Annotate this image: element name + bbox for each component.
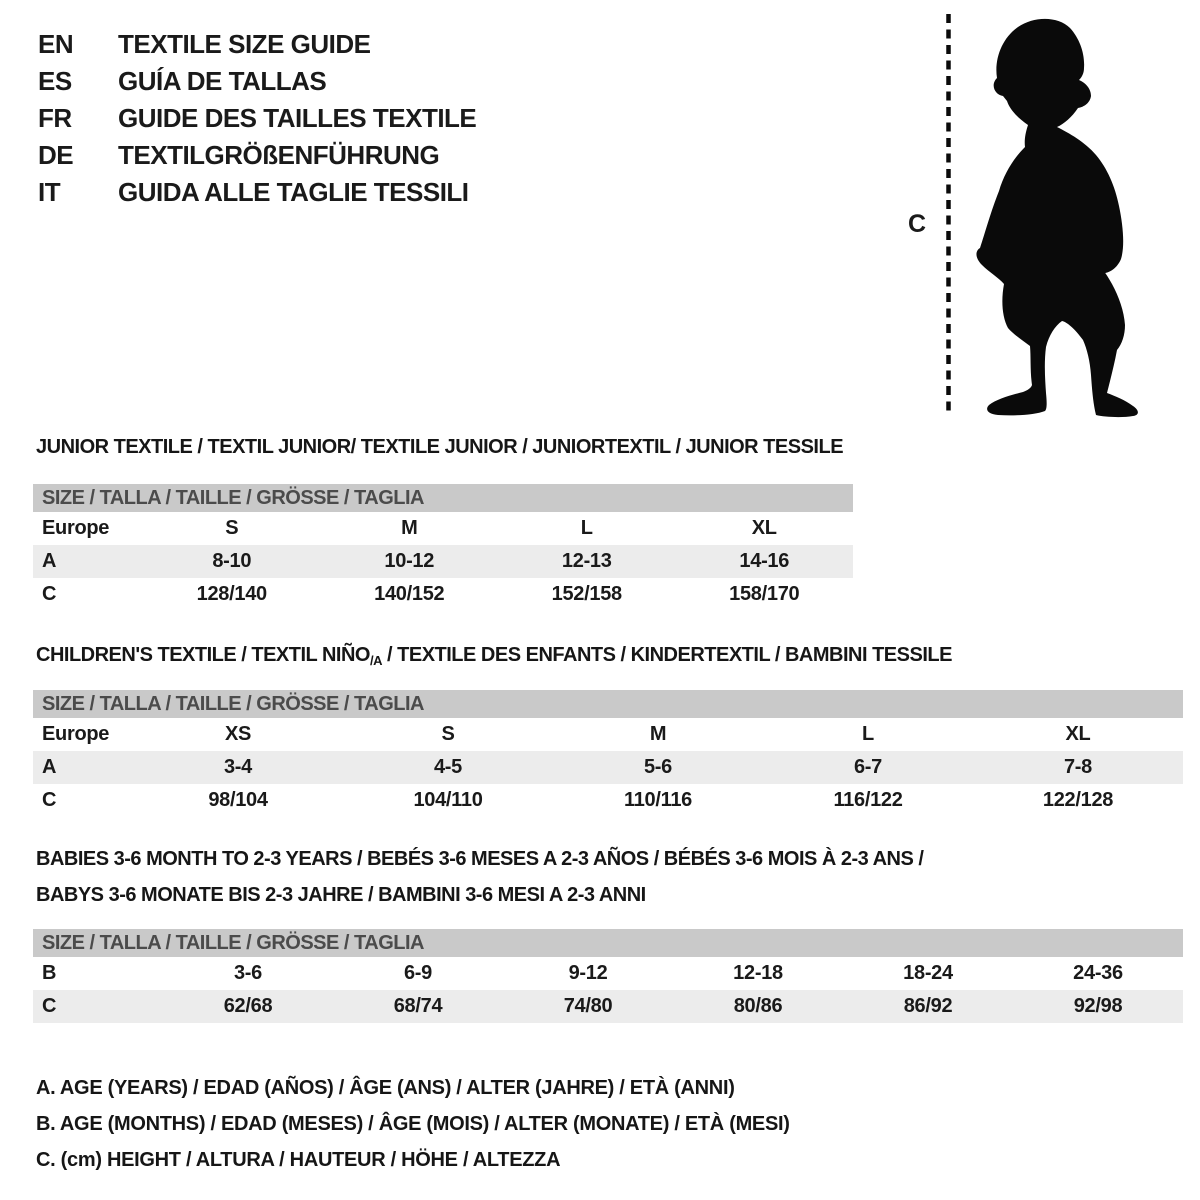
language-row xyxy=(38,26,476,63)
table-row-height xyxy=(33,578,853,611)
language-code: EN xyxy=(38,29,74,59)
language-code: DE xyxy=(38,140,74,170)
age-cell: 3-4 xyxy=(223,756,252,778)
size-cell: M xyxy=(649,723,667,745)
junior-section-heading: JUNIOR TEXTILE / TEXTIL JUNIOR/ TEXTILE JUNIOR / JUNIORTEXTIL / JUNIOR TESSILE xyxy=(36,436,844,458)
size-cell: XS xyxy=(224,723,252,745)
language-code: FR xyxy=(38,103,72,133)
row-label: C xyxy=(42,583,57,605)
babies-section-heading-line1: BABIES 3-6 MONTH TO 2-3 YEARS / BEBÉS 3-6 MESES A 2-3 AÑOS / BÉBÉS 3-6 MOIS À 2-3 ANS / xyxy=(36,848,924,870)
size-cell: M xyxy=(401,517,418,539)
table-row-age xyxy=(33,545,853,578)
language-title: TEXTILE SIZE GUIDE xyxy=(118,29,371,59)
age-cell: 12-18 xyxy=(733,962,783,984)
table-row-height xyxy=(33,990,1183,1023)
age-cell: 8-10 xyxy=(212,550,252,572)
babies-size-table xyxy=(33,929,1183,1023)
height-cell: 116/122 xyxy=(833,789,903,811)
toddler-silhouette-icon xyxy=(958,12,1150,422)
size-cell: XL xyxy=(751,517,777,539)
height-cell: 92/98 xyxy=(1073,995,1123,1017)
age-cell: 3-6 xyxy=(233,962,262,984)
measure-legend xyxy=(36,1070,790,1178)
legend-line-b: B. AGE (MONTHS) / EDAD (MESES) / ÂGE (MOIS) / ALTER (MONATE) / ETÀ (MESI) xyxy=(36,1113,790,1135)
age-cell: 14-16 xyxy=(739,550,790,572)
size-cell: L xyxy=(862,723,874,745)
children-heading-text: CHILDREN'S TEXTILE / TEXTIL NIÑO xyxy=(36,644,370,666)
height-cell: 152/158 xyxy=(551,583,622,605)
height-cell: 62/68 xyxy=(223,995,273,1017)
row-label: Europe xyxy=(42,517,110,539)
size-header-bar: SIZE / TALLA / TAILLE / GRÖSSE / TAGLIA xyxy=(33,929,1183,957)
height-cell: 80/86 xyxy=(733,995,783,1017)
junior-size-table xyxy=(33,484,853,611)
age-cell: 5-6 xyxy=(643,756,672,778)
row-label: B xyxy=(42,962,57,984)
row-label: Europe xyxy=(42,723,110,745)
row-label: A xyxy=(42,756,57,778)
row-label: C xyxy=(42,995,57,1017)
language-row xyxy=(38,174,476,211)
size-cell: L xyxy=(580,517,593,539)
height-cell: 110/116 xyxy=(624,789,692,811)
children-section-heading xyxy=(36,644,952,668)
age-cell: 7-8 xyxy=(1063,756,1092,778)
height-cell: 158/170 xyxy=(729,583,800,605)
language-title: GUÍA DE TALLAS xyxy=(118,66,327,96)
height-measure-dashed-line xyxy=(944,14,953,416)
children-heading-subscript: /A xyxy=(369,653,382,668)
table-row-age xyxy=(33,751,1183,784)
language-code: ES xyxy=(38,66,72,96)
age-cell: 6-7 xyxy=(853,756,882,778)
age-cell: 12-13 xyxy=(561,550,612,572)
size-cell: S xyxy=(441,723,455,745)
language-row xyxy=(38,63,476,100)
size-cell: XL xyxy=(1065,723,1091,745)
size-cell: S xyxy=(225,517,239,539)
legend-line-a: A. AGE (YEARS) / EDAD (AÑOS) / ÂGE (ANS) / ALTER (JAHRE) / ETÀ (ANNI) xyxy=(36,1077,735,1099)
height-cell: 86/92 xyxy=(903,995,953,1017)
table-row-europe xyxy=(33,718,1183,751)
row-label: C xyxy=(42,789,57,811)
height-measure-figure xyxy=(900,0,1200,430)
language-title-list xyxy=(38,26,476,211)
height-cell: 140/152 xyxy=(374,583,445,605)
age-cell: 24-36 xyxy=(1073,962,1123,984)
table-row-age-months xyxy=(33,957,1183,990)
age-cell: 18-24 xyxy=(903,962,953,984)
age-cell: 4-5 xyxy=(433,756,462,778)
height-cell: 98/104 xyxy=(208,789,268,811)
legend-line-c: C. (cm) HEIGHT / ALTURA / HAUTEUR / HÖHE / ALTEZZA xyxy=(36,1149,561,1171)
table-row-europe xyxy=(33,512,853,545)
age-cell: 9-12 xyxy=(568,962,608,984)
language-title: GUIDA ALLE TAGLIE TESSILI xyxy=(118,177,469,207)
row-label: A xyxy=(42,550,57,572)
size-header-bar: SIZE / TALLA / TAILLE / GRÖSSE / TAGLIA xyxy=(33,690,1183,718)
height-cell: 128/140 xyxy=(196,583,267,605)
age-cell: 6-9 xyxy=(403,962,432,984)
language-code: IT xyxy=(38,177,61,207)
children-heading-text: / TEXTILE DES ENFANTS / KINDERTEXTIL / BAMBINI TESSILE xyxy=(381,644,952,666)
language-title: TEXTILGRÖßENFÜHRUNG xyxy=(118,140,440,170)
babies-section-heading-line2: BABYS 3-6 MONATE BIS 2-3 JAHRE / BAMBINI 3-6 MESI A 2-3 ANNI xyxy=(36,884,646,906)
height-cell: 104/110 xyxy=(413,789,483,811)
table-row-height xyxy=(33,784,1183,817)
language-row xyxy=(38,137,476,174)
size-header-bar: SIZE / TALLA / TAILLE / GRÖSSE / TAGLIA xyxy=(33,484,853,512)
language-title: GUIDE DES TAILLES TEXTILE xyxy=(118,103,477,133)
language-row xyxy=(38,100,476,137)
age-cell: 10-12 xyxy=(384,550,435,572)
height-cell: 74/80 xyxy=(563,995,613,1017)
height-measure-label: C xyxy=(908,210,927,238)
children-size-table xyxy=(33,690,1183,817)
height-cell: 68/74 xyxy=(393,995,443,1017)
height-cell: 122/128 xyxy=(1042,789,1114,811)
